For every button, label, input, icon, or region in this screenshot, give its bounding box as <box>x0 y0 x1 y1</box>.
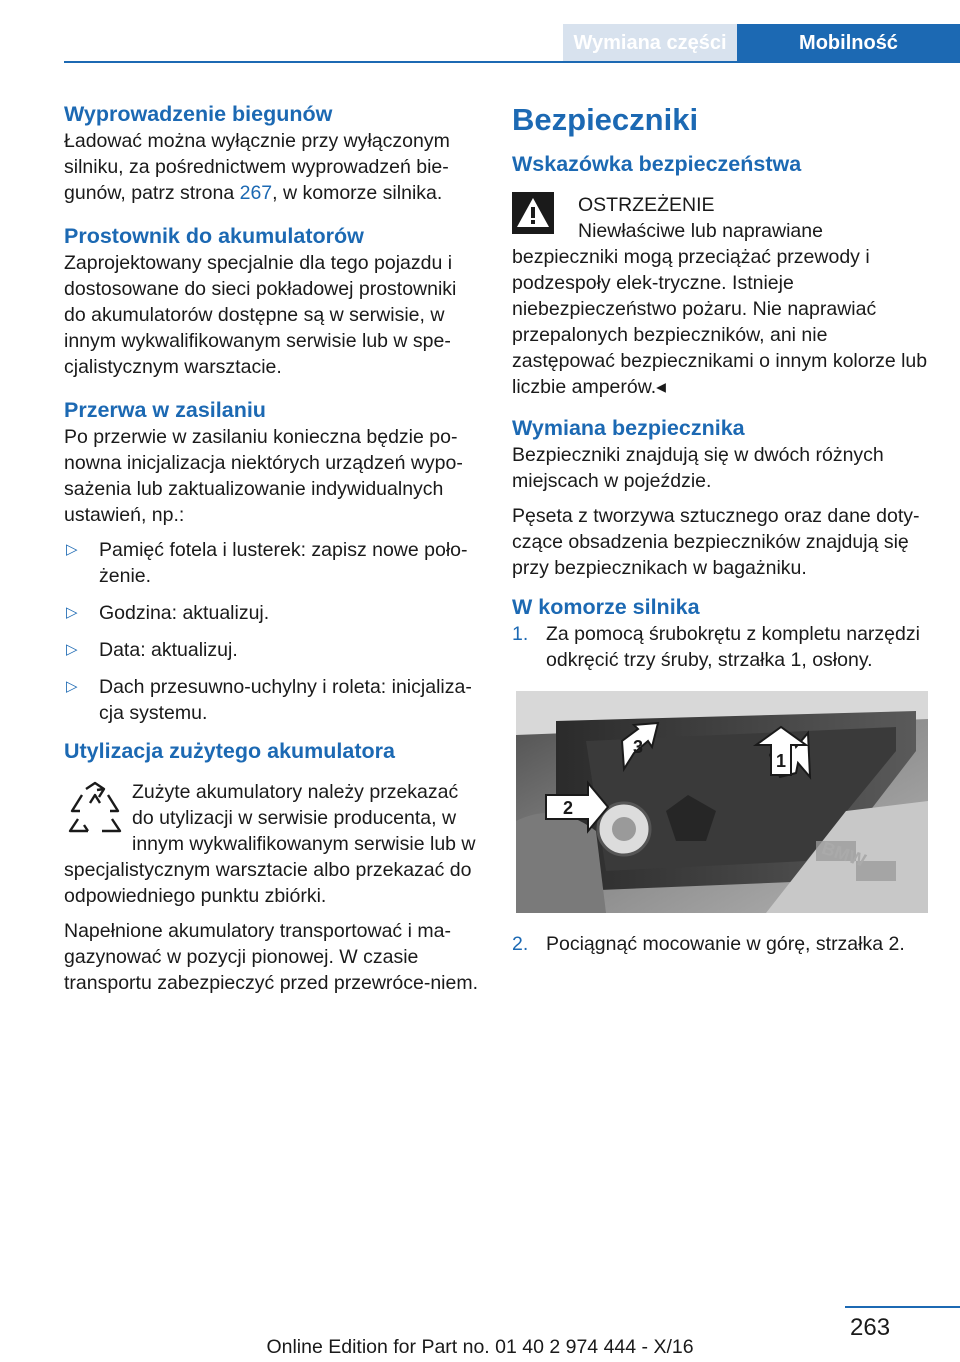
step-text: Pociągnąć mocowanie w górę, strzałka 2. <box>546 933 905 955</box>
page-link-267[interactable]: 267 <box>239 182 273 204</box>
footer-edition: Online Edition for Part no. 01 40 2 974 444 - X/16 <box>266 1336 694 1358</box>
header-section-tab: Wymiana części <box>563 24 737 62</box>
list-item <box>64 674 482 726</box>
photo-brand-text: BMW <box>819 837 869 871</box>
step-number: 1. <box>512 623 529 645</box>
triangle-right-outline-icon: ▷ <box>66 541 78 558</box>
paragraph-fuse-locations: Bezpieczniki znajdują się w dwóch różnych miejscach w pojeździe. <box>512 444 884 492</box>
arrow-3-label: 3 <box>632 737 644 757</box>
heading-fuse-replacement: Wymiana bezpiecznika <box>512 416 745 440</box>
paragraph-pole-terminals <box>64 128 482 206</box>
heading-safety-note: Wskazówka bezpieczeństwa <box>512 152 802 176</box>
list-item-text: Godzina: aktualizuj. <box>99 602 270 624</box>
arrow-2-label: 2 <box>562 798 574 818</box>
heading-battery-charger: Prostownik do akumulatorów <box>64 224 364 248</box>
page-number: 263 <box>850 1314 891 1341</box>
recycle-icon <box>64 781 132 857</box>
heading-pole-terminals: Wyprowadzenie biegunów <box>64 102 333 126</box>
step-item <box>512 931 930 957</box>
heading-engine-compartment: W komorze silnika <box>512 595 700 619</box>
header-chapter-tab: Mobilność <box>737 24 960 62</box>
list-item-text: Pamięć fotela i lusterek: zapisz nowe poło-żenie. <box>99 539 468 587</box>
engine-bay-photo <box>516 691 928 913</box>
heading-fuses: Bezpieczniki <box>512 102 699 137</box>
left-column <box>64 100 482 1005</box>
right-column <box>512 100 930 957</box>
step-item <box>512 621 930 673</box>
step-number: 2. <box>512 933 529 955</box>
warning-title: OSTRZEŻENIE <box>578 194 715 216</box>
list-item-text: Dach przesuwno-uchylny i roleta: inicjaliza-cja systemu. <box>99 676 472 724</box>
paragraph-disposal: Zużyte akumulatory należy przekazać do utylizacji w serwisie producenta, w innym wykwalifikowanym serwisie lub w specjalistycznym warsztacie albo przekazać do odpowiedniego punktu zbiórki. <box>64 781 476 907</box>
arrow-1-label: 1 <box>775 751 787 771</box>
steps-list-continued <box>512 931 930 957</box>
list-item <box>64 637 482 663</box>
list-item <box>64 600 482 626</box>
steps-list <box>512 621 930 673</box>
header-rule <box>64 61 960 63</box>
heading-power-outage: Przerwa w zasilaniu <box>64 398 266 422</box>
text-pole-terminals: Ładować można wyłącznie przy wyłączonym silniku, za pośrednictwem wyprowadzeń bie-gunów, patrz strona <box>64 130 450 204</box>
list-item <box>64 537 482 589</box>
step-text: Za pomocą śrubokrętu z kompletu narzędzi odkręcić trzy śruby, strzałka 1, osłony. <box>546 623 920 671</box>
triangle-right-outline-icon: ▷ <box>66 641 78 658</box>
heading-battery-disposal: Utylizacja zużytego akumulatora <box>64 739 395 763</box>
list-item-text: Data: aktualizuj. <box>99 639 238 661</box>
bullet-list-reset-items <box>64 537 482 726</box>
warning-text: Niewłaściwe lub naprawiane bezpieczniki mogą przeciążać przewody i podzespoły elek-tryczne. Istnieje niebezpieczeństwo pożaru. Nie naprawiać przepalonych bezpieczników, ani nie zastępować bezpiecznikami o innym kolorze lub liczbie amperów.◂ <box>512 220 928 398</box>
text-pole-terminals-end: , w komorze silnika. <box>272 182 443 204</box>
paragraph-battery-charger: Zaprojektowany specjalnie dla tego pojazdu i dostosowane do sieci pokładowej prostowniki do akumulatorów dostępne są w serwisie, w innym wykwalifikowanym serwisie lub w spe-cjalistycznym warsztacie. <box>64 252 457 378</box>
triangle-right-outline-icon: ▷ <box>66 604 78 621</box>
disposal-block <box>64 779 482 909</box>
paragraph-transport: Napełnione akumulatory transportować i ma-gazynować w pozycji pionowej. W czasie transportu zabezpieczyć przed przewróce-niem. <box>64 920 479 994</box>
footer-rule <box>845 1306 960 1308</box>
paragraph-fuse-tweezers: Pęseta z tworzywa sztucznego oraz dane doty-czące obsadzenia bezpieczników znajdują się przy bezpiecznikach w bagażniku. <box>512 505 920 579</box>
warning-block <box>512 192 930 400</box>
paragraph-power-outage: Po przerwie w zasilaniu konieczna będzie po-nowna inicjalizacja niektórych urządzeń wypo-sażenia lub zaktualizowanie indywidualnych ustawień, np.: <box>64 426 463 526</box>
warning-triangle-icon <box>512 192 564 242</box>
triangle-right-outline-icon: ▷ <box>66 678 78 695</box>
